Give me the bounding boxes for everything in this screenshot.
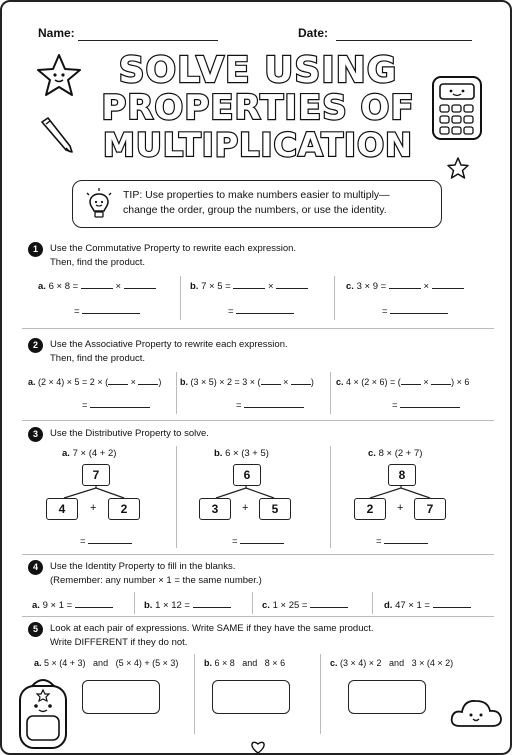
section-1-number: 1: [28, 242, 43, 257]
s1-item-b-product: =: [228, 304, 294, 317]
section-1-line-1: Use the Commutative Property to rewrite each expression.: [50, 243, 297, 254]
tip-line-2: change the order, group the numbers, or use the identity.: [123, 204, 387, 216]
s3-item-b-label: b. 6 × (3 + 5): [214, 448, 269, 459]
answer-blank[interactable]: [433, 598, 471, 608]
s3-item-a-label: a. 7 × (4 + 2): [62, 448, 117, 459]
s3-item-a-plus: +: [90, 502, 97, 514]
s3-item-b-left-box: 3: [199, 498, 231, 520]
answer-blank[interactable]: [384, 534, 428, 544]
name-label: Name:: [38, 26, 75, 40]
divider: [134, 592, 135, 614]
section-5-instructions: [50, 622, 374, 650]
s1-item-a: a. 6 × 8 = ×: [38, 279, 156, 292]
s2-item-a: a. (2 × 4) × 5 = 2 × ( × ): [28, 377, 162, 387]
section-2-number: 2: [28, 338, 43, 353]
divider: [320, 654, 321, 734]
title-line-2: PROPERTIES OF: [101, 88, 415, 128]
section-4-number: 4: [28, 560, 43, 575]
section-1-line-2: Then, find the product.: [50, 257, 146, 268]
title-line-3: MULTIPLICATION: [103, 126, 413, 164]
cloud-icon: [448, 694, 504, 730]
s3-item-a-left-box: 4: [46, 498, 78, 520]
s3-item-b-right-box: 5: [259, 498, 291, 520]
date-label: Date:: [298, 26, 329, 40]
section-5-number: 5: [28, 622, 43, 637]
s5-item-c-answer-box[interactable]: [348, 680, 426, 714]
section-2-line-1: Use the Associative Property to rewrite each expression.: [50, 339, 288, 350]
title-line-1: SOLVE USING: [118, 50, 398, 91]
s5-item-c: c. (3 × 4) × 2 and 3 × (4 × 2): [330, 658, 454, 668]
s3-item-a-right-box: 2: [108, 498, 140, 520]
section-4-line-1: Use the Identity Property to fill in the blanks.: [50, 561, 236, 572]
section-separator: [22, 554, 494, 555]
divider: [252, 592, 253, 614]
s2-item-c: c. 4 × (2 × 6) = ( × ) × 6: [336, 377, 470, 387]
section-3-number: 3: [28, 427, 43, 442]
s2-item-c-product: =: [392, 398, 460, 411]
heart-icon: [250, 740, 266, 754]
section-separator: [22, 616, 494, 617]
s3-item-c-plus: +: [397, 502, 404, 514]
s4-item-c: c. 1 × 25 =: [262, 598, 348, 611]
answer-blank[interactable]: [193, 598, 231, 608]
section-5-line-1: Look at each pair of expressions. Write SAME if they have the same product.: [50, 623, 374, 634]
answer-blank[interactable]: [310, 598, 348, 608]
s1-item-c-product: =: [382, 304, 448, 317]
s1-item-b: b. 7 × 5 = ×: [190, 279, 308, 292]
s2-item-a-product: =: [82, 398, 150, 411]
s1-item-a-product: =: [74, 304, 140, 317]
s3-item-b-product: =: [232, 534, 284, 547]
s3-item-c-left-box: 2: [354, 498, 386, 520]
tip-line-1: TIP: Use properties to make numbers easier to multiply—: [123, 189, 390, 201]
section-4-line-2: (Remember: any number × 1 = the same number.): [50, 575, 262, 586]
section-2-line-2: Then, find the product.: [50, 353, 146, 364]
answer-blank[interactable]: [75, 598, 113, 608]
section-3-line-1: Use the Distributive Property to solve.: [50, 428, 209, 439]
divider: [194, 654, 195, 734]
s3-item-b-top-box: 6: [233, 464, 261, 486]
s4-item-a: a. 9 × 1 =: [32, 598, 113, 611]
section-4-instructions: [50, 560, 262, 588]
s3-item-c-product: =: [376, 534, 428, 547]
s5-item-a-answer-box[interactable]: [82, 680, 160, 714]
s2-item-b-product: =: [236, 398, 304, 411]
s5-item-a: a. 5 × (4 + 3) and (5 × 4) + (5 × 3): [34, 658, 179, 668]
section-5-line-2: Write DIFFERENT if they do not.: [50, 637, 188, 648]
s5-item-b: b. 6 × 8 and 8 × 6: [204, 658, 286, 668]
s4-item-d: d. 47 × 1 =: [384, 598, 471, 611]
backpack-icon: [14, 672, 72, 750]
s5-item-b-answer-box[interactable]: [212, 680, 290, 714]
s1-item-c: c. 3 × 9 = ×: [346, 279, 464, 292]
s2-item-b: b. (3 × 5) × 2 = 3 × ( × ): [180, 377, 314, 387]
s3-item-c-top-box: 8: [388, 464, 416, 486]
s3-item-a-top-box: 7: [82, 464, 110, 486]
s3-item-a-product: =: [80, 534, 132, 547]
divider: [372, 592, 373, 614]
s3-item-c-right-box: 7: [414, 498, 446, 520]
s3-item-c-label: c. 8 × (2 + 7): [368, 448, 423, 459]
s4-item-b: b. 1 × 12 =: [144, 598, 231, 611]
s3-item-b-plus: +: [242, 502, 249, 514]
